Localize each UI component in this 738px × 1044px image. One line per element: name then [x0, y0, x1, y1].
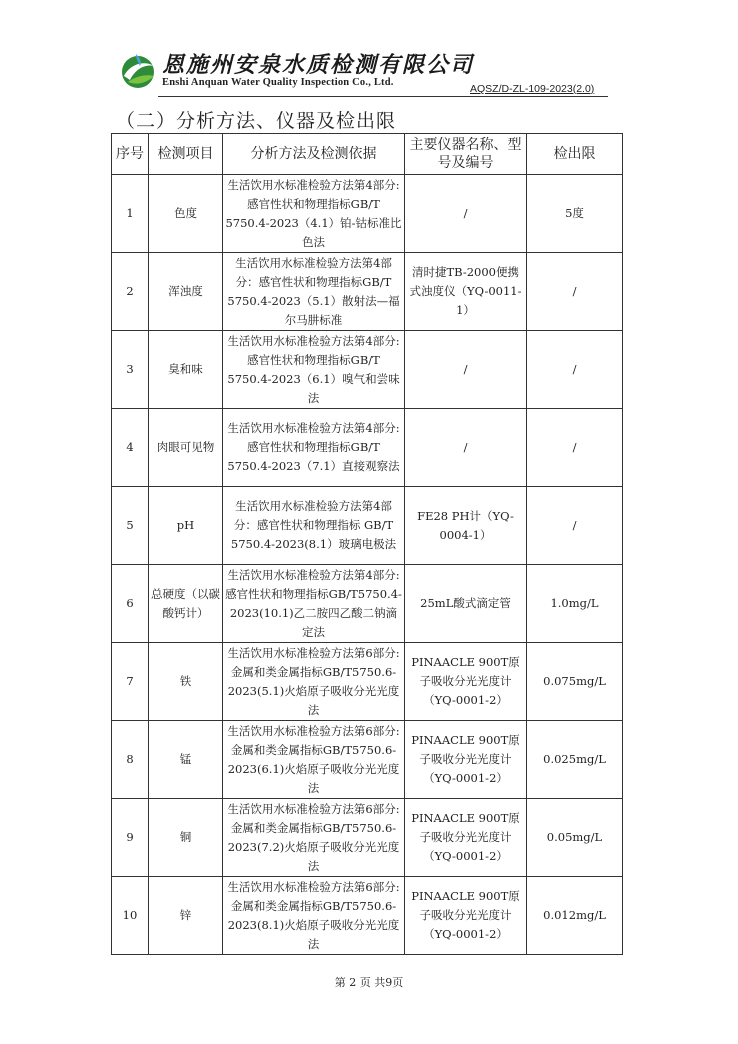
company-logo-icon [118, 50, 158, 90]
row-item: 总硬度（以碳酸钙计） [149, 565, 223, 643]
table-header-row [112, 134, 623, 175]
table-row [112, 409, 623, 487]
row-no: 2 [112, 253, 149, 331]
row-limit: 0.025mg/L [527, 721, 623, 799]
row-method: 生活饮用水标准检验方法第6部分:金属和类金属指标GB/T5750.6-2023(5.1)火焰原子吸收分光光度法 [223, 643, 405, 721]
row-limit: 0.012mg/L [527, 877, 623, 955]
row-limit: 5度 [527, 175, 623, 253]
row-item: 肉眼可见物 [149, 409, 223, 487]
row-item: 色度 [149, 175, 223, 253]
row-no: 8 [112, 721, 149, 799]
header-divider [158, 96, 608, 97]
row-item: pH [149, 487, 223, 565]
row-method: 生活饮用水标准检验方法第4部分：感官性状和物理指标 GB/T 5750.4-2023(8.1）玻璃电极法 [223, 487, 405, 565]
page-footer: 第 2 页 共9页 [334, 976, 404, 989]
row-method: 生活饮用水标准检验方法第4部分:感官性状和物理指标GB/T 5750.4-2023（7.1）直接观察法 [223, 409, 405, 487]
row-instrument: / [405, 331, 527, 409]
row-instrument: 25mL酸式滴定管 [405, 565, 527, 643]
row-instrument: / [405, 175, 527, 253]
row-method: 生活饮用水标准检验方法第4部分:感官性状和物理指标GB/T5750.4-2023(10.1)乙二胺四乙酸二钠滴定法 [223, 565, 405, 643]
row-instrument: PINAACLE 900T原子吸收分光光度计（YQ-0001-2） [405, 877, 527, 955]
row-instrument: 清时捷TB-2000便携式浊度仪（YQ-0011-1） [405, 253, 527, 331]
row-item: 锌 [149, 877, 223, 955]
row-instrument: PINAACLE 900T原子吸收分光光度计（YQ-0001-2） [405, 721, 527, 799]
row-method: 生活饮用水标准检验方法第4部分:感官性状和物理指标GB/T 5750.4-2023（6.1）嗅气和尝味法 [223, 331, 405, 409]
header-instrument: 主要仪器名称、型号及编号 [405, 134, 527, 175]
row-limit: / [527, 487, 623, 565]
row-no: 6 [112, 565, 149, 643]
header-limit: 检出限 [527, 134, 623, 175]
row-limit: 1.0mg/L [527, 565, 623, 643]
row-method: 生活饮用水标准检验方法第6部分:金属和类金属指标GB/T5750.6-2023(6.1)火焰原子吸收分光光度法 [223, 721, 405, 799]
row-no: 5 [112, 487, 149, 565]
table-row [112, 565, 623, 643]
row-method: 生活饮用水标准检验方法第6部分:金属和类金属指标GB/T5750.6-2023(8.1)火焰原子吸收分光光度法 [223, 877, 405, 955]
table-row [112, 253, 623, 331]
table-row [112, 643, 623, 721]
section-title: （二）分析方法、仪器及检出限 [116, 110, 397, 132]
header-no: 序号 [112, 134, 149, 175]
row-item: 臭和味 [149, 331, 223, 409]
row-no: 1 [112, 175, 149, 253]
row-limit: 0.075mg/L [527, 643, 623, 721]
row-instrument: / [405, 409, 527, 487]
row-limit: 0.05mg/L [527, 799, 623, 877]
row-limit: / [527, 409, 623, 487]
row-item: 铜 [149, 799, 223, 877]
row-no: 9 [112, 799, 149, 877]
table-row [112, 487, 623, 565]
table-row [112, 721, 623, 799]
row-no: 10 [112, 877, 149, 955]
row-item: 浑浊度 [149, 253, 223, 331]
row-instrument: FE28 PH计（YQ-0004-1） [405, 487, 527, 565]
row-no: 4 [112, 409, 149, 487]
analysis-methods-table [111, 133, 623, 955]
header-method: 分析方法及检测依据 [223, 134, 405, 175]
row-item: 锰 [149, 721, 223, 799]
company-name-en: Enshi Anquan Water Quality Inspection Co., Ltd. [162, 77, 394, 88]
row-instrument: PINAACLE 900T原子吸收分光光度计（YQ-0001-2） [405, 799, 527, 877]
row-method: 生活饮用水标准检验方法第4部分：感官性状和物理指标GB/T 5750.4-2023（5.1）散射法—福尔马肼标准 [223, 253, 405, 331]
table-row [112, 877, 623, 955]
company-name-cn: 恩施州安泉水质检测有限公司 [162, 52, 475, 78]
table-row [112, 331, 623, 409]
table-row [112, 799, 623, 877]
header-item: 检测项目 [149, 134, 223, 175]
row-limit: / [527, 331, 623, 409]
row-no: 7 [112, 643, 149, 721]
row-limit: / [527, 253, 623, 331]
row-no: 3 [112, 331, 149, 409]
document-code: AQSZ/D-ZL-109-2023(2.0) [470, 83, 595, 95]
row-item: 铁 [149, 643, 223, 721]
row-method: 生活饮用水标准检验方法第4部分:感官性状和物理指标GB/T 5750.4-2023（4.1）铂-钴标准比色法 [223, 175, 405, 253]
row-instrument: PINAACLE 900T原子吸收分光光度计（YQ-0001-2） [405, 643, 527, 721]
table-row [112, 175, 623, 253]
row-method: 生活饮用水标准检验方法第6部分:金属和类金属指标GB/T5750.6-2023(7.2)火焰原子吸收分光光度法 [223, 799, 405, 877]
